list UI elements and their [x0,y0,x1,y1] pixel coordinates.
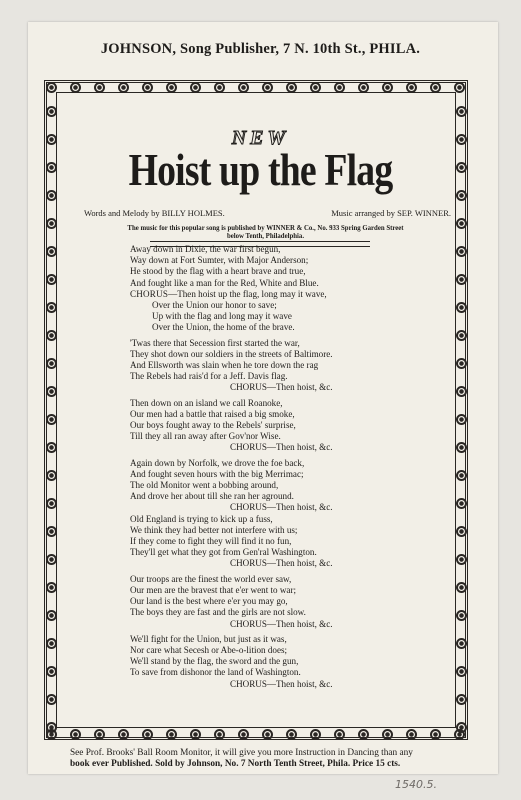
rosette-ornament [456,246,467,257]
rosette-ornament [456,554,467,565]
rosette-ornament [334,729,345,740]
rosette-ornament [46,694,57,705]
rosette-ornament [456,358,467,369]
rosette-ornament [238,729,249,740]
rosette-ornament [456,470,467,481]
rosette-ornament [46,414,57,425]
chorus-reference: CHORUS—Then hoist, &c. [230,382,333,393]
verse-line: Then down on an island we call Roanoke, [130,397,283,408]
verse-line: 'Twas there that Secession first started the war, [130,337,300,348]
rosette-ornament [46,722,57,733]
chorus-line: Over the Union our honor to save; [152,300,277,311]
chorus-reference: CHORUS—Then hoist, &c. [230,558,333,569]
rosette-ornament [262,729,273,740]
chorus-reference: CHORUS—Then hoist, &c. [230,678,333,689]
verse-line: We'll fight for the Union, but just as it was, [130,633,287,644]
rosette-ornament [382,82,393,93]
words-credit: Words and Melody by BILLY HOLMES. [84,208,225,218]
verse-line: The old Monitor went a bobbing around, [130,480,279,491]
rosette-ornament [456,666,467,677]
rosette-ornament [456,302,467,313]
rosette-ornament [456,330,467,341]
chorus-reference: CHORUS—Then hoist, &c. [230,442,333,453]
rosette-ornament [46,470,57,481]
rosette-ornament [94,729,105,740]
rosette-ornament [262,82,273,93]
lyrics [130,244,410,690]
footer-line: book ever Published. Sold by Johnson, No. 7 North Tenth Street, Phila. Price 15 cts. [70,759,401,769]
publication-note-line: The music for this popular song is published by WINNER & Co., No. 933 Spring Garden Street [127,225,404,232]
rosette-ornament [46,442,57,453]
verse-line: Our boys fought away to the Rebels' surprise, [130,420,296,431]
verse-line: Our troops are the finest the world ever saw, [130,573,292,584]
pencil-catalog-note: 1540.5. [395,778,437,791]
rosette-ornament [46,582,57,593]
rosette-ornament [334,82,345,93]
rosette-ornament [46,358,57,369]
verse-line: The Rebels had rais'd for a Jeff. Davis flag. [130,371,288,382]
chorus-line [130,289,410,300]
rosette-ornament [456,694,467,705]
rosette-ornament [238,82,249,93]
rosette-ornament [190,82,201,93]
rosette-ornament [456,218,467,229]
rosette-ornament [456,442,467,453]
rosette-ornament [46,610,57,621]
rosette-ornament [142,82,153,93]
rosette-ornament [166,729,177,740]
publication-note-line: below Tenth, Philadelphia. [226,233,305,240]
verse-line: He stood by the flag with a heart brave and true, [130,266,306,277]
rosette-ornament [454,82,465,93]
verse-line: Old England is trying to kick up a fuss, [130,513,273,524]
song-title: Hoist up the Flag [128,144,393,195]
verse-line: They shot down our soldiers in the streets of Baltimore. [130,348,333,359]
verse-line: To save from dishonor the land of Washington. [130,667,301,678]
rosette-ornament [142,729,153,740]
verse-line: Nor care what Secesh or Abe-o-lition does; [130,644,288,655]
rosette-ornament [46,386,57,397]
rosette-ornament [46,554,57,565]
rosette-ornament [118,729,129,740]
rosette-ornament [46,330,57,341]
chorus-label: CHORUS [130,288,169,299]
verse-line: And fought seven hours with the big Merrimac; [130,468,304,479]
verse-line: Till they all ran away after Gov'nor Wise. [130,431,281,442]
verse-line: Way down at Fort Sumter, with Major Anderson; [130,255,309,266]
chorus-line: Up with the flag and long may it wave [152,311,292,322]
chorus-line: Over the Union, the home of the brave. [152,322,295,333]
verse-line: If they come to fight they will find it no fun, [130,536,292,547]
rosette-ornament [94,82,105,93]
rosette-ornament [456,610,467,621]
rosette-ornament [358,82,369,93]
credits [84,208,451,218]
rosette-ornament [190,729,201,740]
rosette-ornament [214,729,225,740]
rosette-ornament [456,722,467,733]
publication-note [96,225,435,241]
rosette-ornament [46,246,57,257]
rosette-ornament [46,82,57,93]
rosette-ornament [382,729,393,740]
rosette-ornament [46,302,57,313]
rosette-ornament [166,82,177,93]
rosette-ornament [456,274,467,285]
rosette-ornament [456,106,467,117]
rosette-ornament [406,82,417,93]
verse-line: Away down in Dixie, the war first begun, [130,244,281,254]
rosette-ornament [46,218,57,229]
verse-line: They'll get what they got from Gen'ral Washington. [130,547,317,558]
rosette-ornament [46,638,57,649]
rosette-ornament [310,729,321,740]
verse-line: We'll stand by the flag, the sword and the gun, [130,656,299,667]
rosette-ornament [456,638,467,649]
verse-line: And fought like a man for the Red, White and Blue. [130,277,319,288]
heading-new: NEW [231,127,290,149]
rosette-ornament [286,82,297,93]
rosette-ornament [310,82,321,93]
rosette-ornament [118,82,129,93]
chorus-reference: CHORUS—Then hoist, &c. [230,618,333,629]
verse-line: Our men had a battle that raised a big smoke, [130,408,295,419]
chorus-text: —Then hoist up the flag, long may it wave, [168,288,327,299]
rosette-ornament [46,526,57,537]
rosette-ornament [456,582,467,593]
rosette-ornament [70,729,81,740]
verse-line: Our land is the best where e'er you may go, [130,596,288,607]
rosette-ornament [46,106,57,117]
verse-line: We think they had better not interfere with us; [130,524,298,535]
rosette-ornament [456,386,467,397]
rosette-ornament [46,666,57,677]
rosette-ornament [46,498,57,509]
rosette-ornament [456,498,467,509]
verse-line: And drove her about till she ran her aground. [130,491,294,502]
rosette-ornament [456,526,467,537]
footer-advertisement [70,748,469,770]
verse-line: Our men are the bravest that e'er went to war; [130,584,297,595]
rosette-ornament [358,729,369,740]
music-credit: Music arranged by SEP. WINNER. [331,208,451,218]
rosette-ornament [406,729,417,740]
rosette-ornament [430,82,441,93]
rosette-ornament [430,729,441,740]
verse-line: And Ellsworth was slain when he tore down the rag [130,360,319,371]
footer-line: See Prof. Brooks' Ball Room Monitor, it will give you more Instruction in Dancing than any [70,748,413,758]
verse-line: The boys they are fast and the girls are not slow. [130,607,306,618]
rosette-ornament [286,729,297,740]
rosette-ornament [70,82,81,93]
rosette-ornament [214,82,225,93]
rosette-ornament [46,274,57,285]
verse-line: Again down by Norfolk, we drove the foe back, [130,457,305,468]
chorus-reference: CHORUS—Then hoist, &c. [230,502,333,513]
rosette-ornament [456,414,467,425]
publisher-line: JOHNSON, Song Publisher, 7 N. 10th St., PHILA. [100,41,421,57]
